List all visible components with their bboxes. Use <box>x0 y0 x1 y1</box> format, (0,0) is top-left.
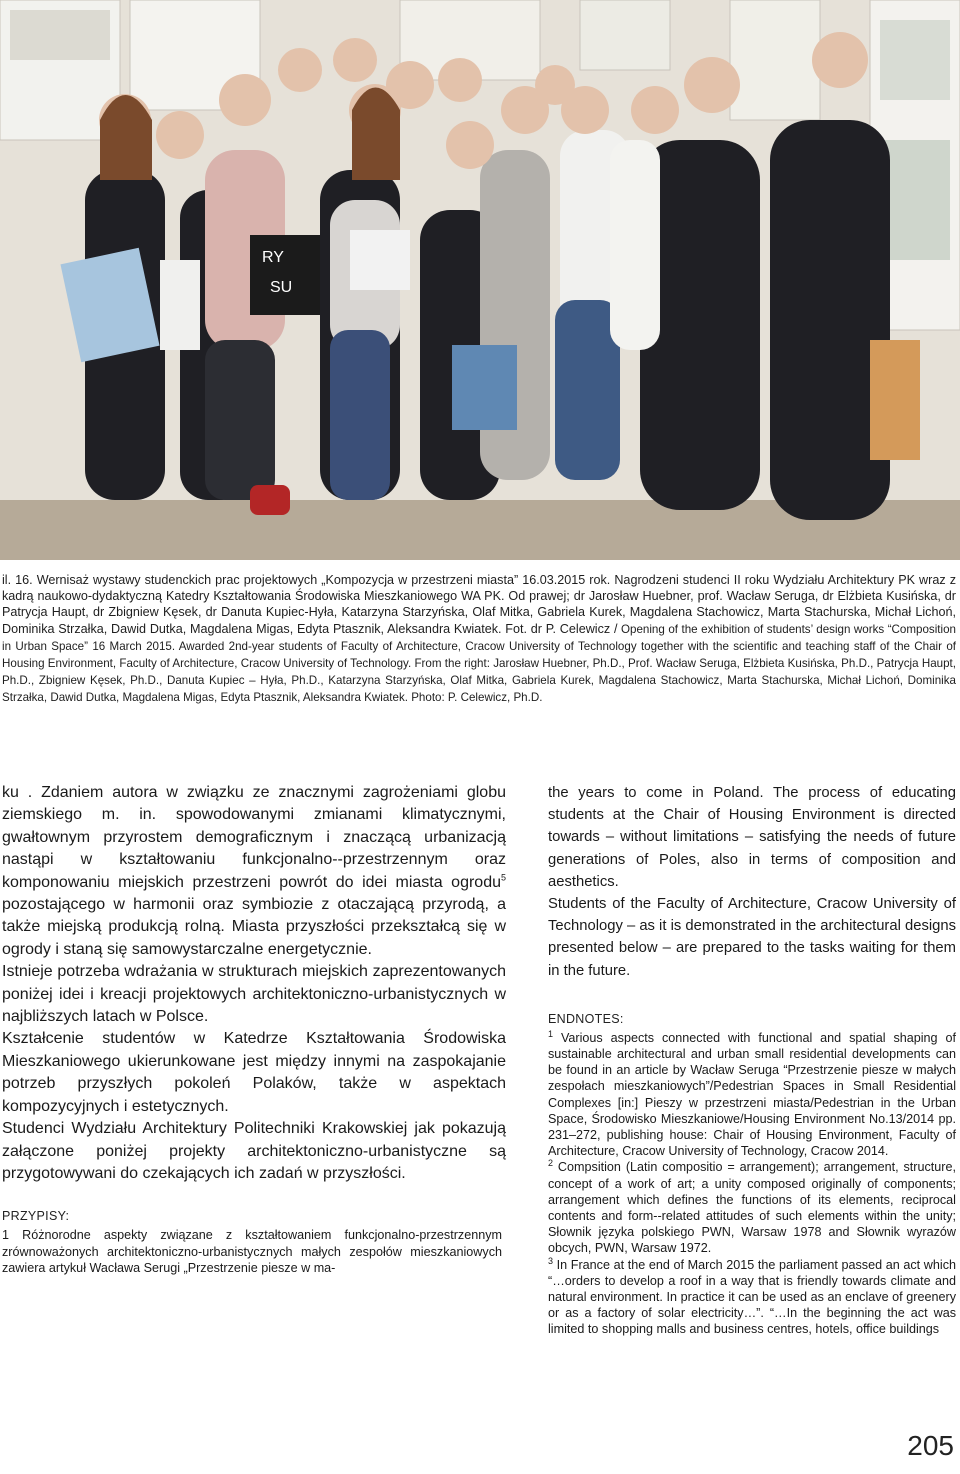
left-paragraph-3: Kształcenie studentów w Katedrze Kształtowania Środowiska Mieszkaniowego ukierunkowane jest między innymi na zaspokajanie potrzeb przyszłych pokoleń Polaków, także w aspektach kompozycyjnych i estetycznych. <box>2 1030 506 1115</box>
right-paragraph-1: the years to come in Poland. The process of educating students at the Chair of Housing Environment is directed towards – without limitations – satisfying the needs of future generations of Poles, also in terms of composition and aesthetics. <box>548 785 956 890</box>
left-paragraph-4: Studenci Wydziału Architektury Politechniki Krakowskiej jak pokazują załączone poniżej projekty architektoniczno-urbanistyczne są przygotowywani do czekających ich zadań w przyszłości. <box>2 1120 506 1182</box>
caption-english: Opening of the exhibition of students’ design works “Composition in Urban Space” 16 March 2015. Awarded 2nd-year students of Faculty of Architecture, Cracow University of Technology together with the scientific and teaching staff of the Chair of Housing Environment, Faculty of Architecture, Cracow University of Technology. From the right: Jarosław Huebner, Ph.D., Prof. Wacław Seruga, Elżbieta Kusińska, Ph.D., Patrycja Haupt, Ph.D., Zbigniew Kęsek, Ph.D., Danuta Kupiec – Hyła, Ph.D., Katarzyna Starzyńska, Olaf Mitka, Gabriela Kurek, Magdalena Stachowicz, Marta Stachurska, Michał Lichoń, Dominika Strzałka, Dawid Dutka, Magdalena Migas, Edyta Ptasznik, Aleksandra Kwiatek. Photo: P. Celewicz, Ph.D. <box>2 622 956 705</box>
endnote-3-text: In France at the end of March 2015 the parliament passed an act which “…orders to develop a roof in a way that is friendly towards climate and natural environment. In practice it can be used as an enclave of greenery or as a factory of solar electricity…”. “…In the beginning the act was limited to shopping malls and business centres, hotels, office buildings <box>548 1257 956 1337</box>
group-photo <box>0 0 960 560</box>
svg-text:RY: RY <box>262 249 284 266</box>
endnote-1-text: Various aspects connected with functional and spatial shaping of sustainable architectural and urban small residential developments can be found in an article by Wacław Seruga “Przestrzenie piesze w małych zespołach mieszkaniowych”/Pedestrian Spaces in Small Residential Complexes [in:] Pieszy w przestrzeni miasta/Pedestrian in the Urban Space, Środowisko Mieszkaniowe/Housing Environment No.13/2014 pp. 231–272, publishing house: Chair of Housing Environment, Faculty of Architecture, Cracow University of Technology, Cracow 2014. <box>548 1030 956 1159</box>
caption-polish: il. 16. Wernisaż wystawy studenckich prac projektowych „Kompozycja w przestrzeni miasta” 16.03.2015 rok. Nagrodzeni studenci II roku Wydziału Architektury PK wraz z kadrą naukowo-dydaktyczną Katedry Kształtowania Środowiska Mieszkaniowego WA PK. Od prawej; dr Jarosław Huebner, prof. Wacław Seruga, dr Elżbieta Kusińska, dr Patrycja Haupt, dr Zbigniew Kęsek, dr Danuta Kupiec-Hyła, Katarzyna Starzyńska, Olaf Mitka, Gabriela Kurek, Magdalena Stachowicz, Marta Stachurska, Michał Lichoń, Dominika Strzałka, Dawid Dutka, Magdalena Migas, Edyta Ptasznik, Aleksandra Kwiatek. Fot. dr P. Celewicz / <box>2 573 956 636</box>
endnote-3 <box>548 1257 956 1338</box>
endnotes <box>548 1030 956 1338</box>
endnotes-heading: ENDNOTES: <box>548 1011 624 1026</box>
endnote-2-number: 2 <box>548 1158 554 1169</box>
svg-text:SU: SU <box>270 279 293 296</box>
right-column <box>548 782 956 1338</box>
endnote-1 <box>548 1030 956 1160</box>
endnote-2-text: Compsition (Latin compositio = arrangement); arrangement, structure, concept of a work of art; a unity composed originally of components; arrangement which defines the functions of its elements, reciprocal contents and form--related attitudes of such elements within the unity; Słownik języka polskiego PWN, Warsaw 1978 and Słownik wyrazów obcych, PWN, Warsaw 1972. <box>548 1160 956 1256</box>
left-paragraph-1 <box>2 782 506 961</box>
photo-caption <box>2 572 956 707</box>
endnote-3-number: 3 <box>548 1255 554 1266</box>
endnote-1-number: 1 <box>548 1028 554 1039</box>
left-column <box>2 782 506 1276</box>
notes-pl <box>2 1227 502 1276</box>
photo-illustration <box>0 0 960 560</box>
left-p1-a: ku . Zdaniem autora w związku ze znacznymi zagrożeniami globu ziemskiego m. in. spowodowanymi zmianami klimatycznymi, gwałtownym przyrostem demograficznym i znaczącą urbanizacją nastąpi w kształtowaniu funkcjonalno--przestrzennym oraz komponowaniu miejskich przestrzeni powrót do idei miasta ogrodu <box>2 784 506 891</box>
endnote-2 <box>548 1159 956 1256</box>
notes-heading-pl: PRZYPISY: <box>2 1209 70 1224</box>
left-paragraph-2: Istnieje potrzeba wdrażania w strukturach miejskich zaprezentowanych poniżej idei i kreacji projektowych architektoniczno-urbanistycznych w najbliższych latach w Polsce. <box>2 963 506 1026</box>
right-body <box>548 782 956 982</box>
left-p1-b: pozostającego w harmonii oraz symbiozie z otaczającą przyrodą, a także miejską produkcją rolną. Miasta przyszłości przekształcą się w ogrody i staną się samowystarczalne energetycznie. <box>2 896 506 958</box>
page-number: 205 <box>907 1430 954 1461</box>
note-pl-1: 1 Różnorodne aspekty związane z kształtowaniem funkcjonalno-przestrzennym zrównoważonych architektoniczno-urbanistycznych małych zespołów mieszkaniowych zawiera artykuł Wacława Serugi „Przestrzenie piesze w ma- <box>2 1228 502 1275</box>
footnote-ref-5: 5 <box>500 872 506 883</box>
right-paragraph-2: Students of the Faculty of Architecture, Cracow University of Technology – as it is demonstrated in the architectural designs presented below – are prepared to the tasks waiting for them in the future. <box>548 896 956 979</box>
left-body <box>2 782 506 1185</box>
